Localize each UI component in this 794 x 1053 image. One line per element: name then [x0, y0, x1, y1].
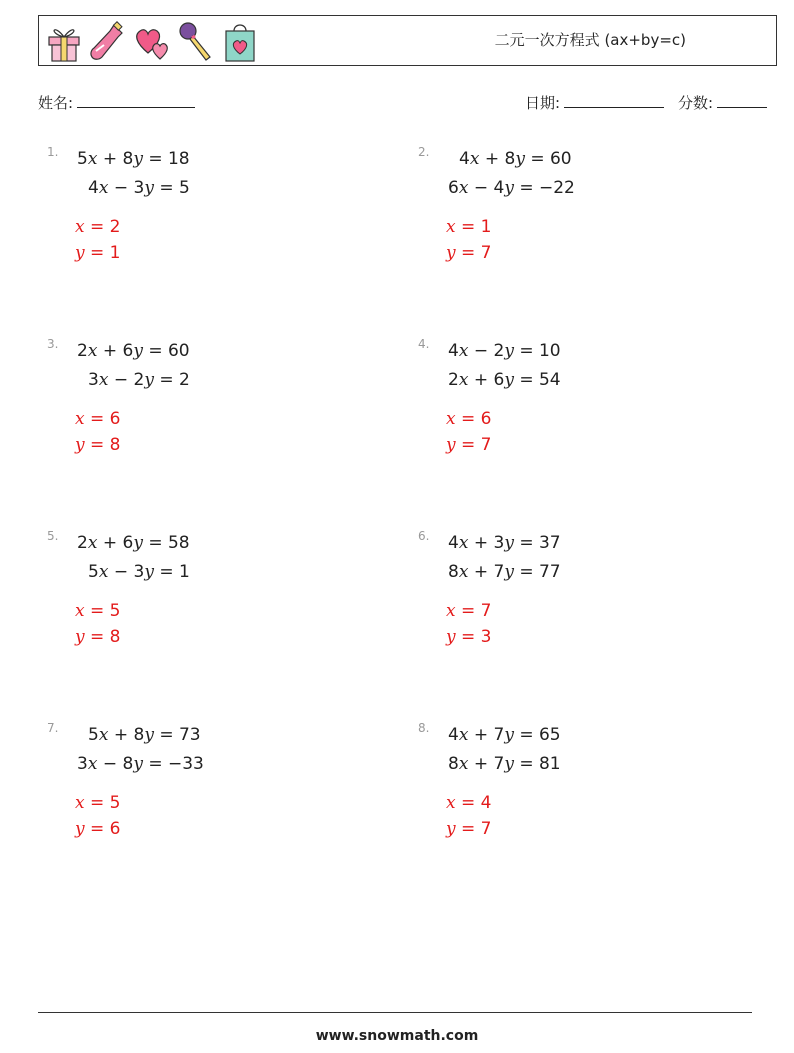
constant: 60: [549, 149, 572, 169]
coef-a: 2: [77, 341, 88, 361]
problem-item: [47, 337, 377, 487]
coef-a: 5: [88, 562, 99, 582]
problem-item: [418, 145, 748, 295]
var-y: y: [144, 725, 154, 745]
answer-x-value: 2: [109, 217, 121, 237]
equation-1: 2x + 6y = 58: [77, 533, 190, 553]
footer-url: www.snowmath.com: [315, 1028, 479, 1044]
answer-y-value: 7: [480, 243, 492, 263]
var-x: x: [87, 533, 98, 553]
equation-2: 8x + 7y = 77: [448, 562, 561, 582]
operator: +: [484, 149, 500, 169]
problem-number: 8.: [418, 721, 430, 735]
coef-b: 6: [493, 370, 505, 390]
constant: 65: [538, 725, 561, 745]
champagne-bottle-icon: [88, 19, 128, 63]
answer-x-value: 5: [109, 793, 121, 813]
coef-a: 5: [88, 725, 99, 745]
var-x: x: [87, 754, 98, 774]
operator: −: [473, 341, 489, 361]
var-x: x: [458, 754, 469, 774]
answer-y: y = 7: [446, 435, 492, 455]
var-y: y: [504, 533, 514, 553]
answer-x: x = 1: [446, 217, 492, 237]
problem-number: 1.: [47, 145, 59, 159]
coef-a: 3: [88, 370, 99, 390]
answer-y-value: 7: [480, 819, 492, 839]
answer-y-value: 1: [109, 243, 121, 263]
answer-x-value: 5: [109, 601, 121, 621]
problem-number: 3.: [47, 337, 59, 351]
var-x: x: [98, 562, 109, 582]
constant: 54: [538, 370, 561, 390]
answer-x: x = 6: [446, 409, 492, 429]
answer-y: y = 7: [446, 243, 492, 263]
problem-item: [418, 721, 748, 871]
constant: 10: [538, 341, 561, 361]
answer-y: y = 1: [75, 243, 121, 263]
coef-b: 7: [493, 754, 505, 774]
date-blank[interactable]: [564, 93, 664, 108]
answer-x: x = 2: [75, 217, 121, 237]
equation-1: 5x + 8y = 18: [77, 149, 190, 169]
var-y: y: [504, 341, 514, 361]
coef-a: 4: [448, 725, 459, 745]
answer-y: y = 3: [446, 627, 492, 647]
coef-b: 6: [122, 341, 134, 361]
var-y: y: [133, 533, 143, 553]
var-y: y: [504, 370, 514, 390]
equation-1: 2x + 6y = 60: [77, 341, 190, 361]
date-label: 日期:: [525, 94, 561, 112]
coef-a: 6: [448, 178, 459, 198]
var-x: x: [469, 149, 480, 169]
operator: +: [102, 533, 118, 553]
coef-a: 4: [448, 533, 459, 553]
header-icons: [44, 19, 260, 63]
coef-b: 3: [133, 178, 145, 198]
var-x: x: [458, 341, 469, 361]
coef-a: 2: [448, 370, 459, 390]
operator: +: [102, 149, 118, 169]
var-y: y: [144, 178, 154, 198]
answer-y-value: 8: [109, 435, 121, 455]
date-field: [525, 92, 664, 113]
operator: −: [102, 754, 118, 774]
operator: +: [102, 341, 118, 361]
operator: +: [473, 562, 489, 582]
score-label: 分数:: [678, 94, 714, 112]
answer-y-value: 3: [480, 627, 492, 647]
equation-1: 4x − 2y = 10: [448, 341, 561, 361]
worksheet-header: [38, 15, 777, 66]
coef-b: 8: [122, 149, 134, 169]
constant: 73: [178, 725, 201, 745]
operator: −: [473, 178, 489, 198]
coef-a: 4: [88, 178, 99, 198]
var-y: y: [504, 725, 514, 745]
problem-item: [47, 529, 377, 679]
constant: 5: [178, 178, 190, 198]
answer-x: x = 7: [446, 601, 492, 621]
var-y: y: [133, 341, 143, 361]
coef-b: 8: [504, 149, 516, 169]
equation-2: 4x − 3y = 5: [88, 178, 190, 198]
hearts-icon: [132, 19, 172, 63]
constant: 37: [538, 533, 561, 553]
var-y: y: [504, 178, 514, 198]
coef-a: 4: [448, 341, 459, 361]
var-y: y: [504, 562, 514, 582]
name-field: [38, 92, 195, 113]
operator: +: [473, 725, 489, 745]
answer-x: x = 5: [75, 601, 121, 621]
problem-item: [47, 721, 377, 871]
var-x: x: [98, 178, 109, 198]
constant: 81: [538, 754, 561, 774]
operator: −: [113, 370, 129, 390]
coef-b: 6: [122, 533, 134, 553]
var-x: x: [458, 533, 469, 553]
problem-number: 7.: [47, 721, 59, 735]
coef-a: 3: [77, 754, 88, 774]
answer-y: y = 8: [75, 627, 121, 647]
var-y: y: [133, 149, 143, 169]
name-blank[interactable]: [77, 93, 195, 108]
answer-x: x = 6: [75, 409, 121, 429]
operator: −: [113, 178, 129, 198]
constant: 2: [178, 370, 190, 390]
coef-b: 7: [493, 725, 505, 745]
answer-y: y = 7: [446, 819, 492, 839]
var-y: y: [504, 754, 514, 774]
problem-number: 4.: [418, 337, 430, 351]
problem-item: [418, 529, 748, 679]
coef-b: 2: [493, 341, 505, 361]
problem-number: 5.: [47, 529, 59, 543]
answer-x-value: 1: [480, 217, 492, 237]
var-x: x: [98, 370, 109, 390]
problem-number: 6.: [418, 529, 430, 543]
var-x: x: [458, 562, 469, 582]
operator: +: [473, 533, 489, 553]
worksheet-title: 二元一次方程式 (ax+by=c): [494, 31, 686, 49]
equation-2: 3x − 8y = −33: [77, 754, 204, 774]
name-label: 姓名:: [38, 94, 74, 112]
coef-a: 8: [448, 754, 459, 774]
answer-y-value: 8: [109, 627, 121, 647]
operator: +: [473, 370, 489, 390]
answer-x-value: 4: [480, 793, 492, 813]
constant: 77: [538, 562, 561, 582]
constant: −22: [538, 178, 575, 198]
equation-2: 5x − 3y = 1: [88, 562, 190, 582]
equation-2: 8x + 7y = 81: [448, 754, 561, 774]
var-x: x: [98, 725, 109, 745]
coef-b: 7: [493, 562, 505, 582]
var-x: x: [458, 178, 469, 198]
problem-item: [47, 145, 377, 295]
var-x: x: [458, 725, 469, 745]
equation-1: 4x + 8y = 60: [459, 149, 572, 169]
equation-2: 2x + 6y = 54: [448, 370, 561, 390]
coef-b: 3: [133, 562, 145, 582]
coef-a: 2: [77, 533, 88, 553]
var-y: y: [515, 149, 525, 169]
var-y: y: [133, 754, 143, 774]
answer-y: y = 6: [75, 819, 121, 839]
operator: +: [113, 725, 129, 745]
var-x: x: [87, 149, 98, 169]
var-x: x: [458, 370, 469, 390]
var-y: y: [144, 562, 154, 582]
answer-x-value: 6: [109, 409, 121, 429]
coef-a: 5: [77, 149, 88, 169]
coef-a: 8: [448, 562, 459, 582]
equation-2: 3x − 2y = 2: [88, 370, 190, 390]
coef-b: 3: [493, 533, 505, 553]
constant: −33: [167, 754, 204, 774]
var-x: x: [87, 341, 98, 361]
coef-a: 4: [459, 149, 470, 169]
score-blank[interactable]: [717, 93, 767, 108]
microphone-icon: [176, 19, 216, 63]
gift-bag-icon: [220, 19, 260, 63]
var-y: y: [144, 370, 154, 390]
problem-item: [418, 337, 748, 487]
answer-y-value: 6: [109, 819, 121, 839]
constant: 1: [178, 562, 190, 582]
coef-b: 8: [122, 754, 134, 774]
coef-b: 2: [133, 370, 145, 390]
constant: 60: [167, 341, 190, 361]
coef-b: 8: [133, 725, 145, 745]
equation-2: 6x − 4y = −22: [448, 178, 575, 198]
equation-1: 4x + 3y = 37: [448, 533, 561, 553]
equation-1: 5x + 8y = 73: [88, 725, 201, 745]
problem-number: 2.: [418, 145, 430, 159]
answer-x: x = 5: [75, 793, 121, 813]
operator: −: [113, 562, 129, 582]
answer-x: x = 4: [446, 793, 492, 813]
gift-icon: [44, 19, 84, 63]
footer-divider: [38, 1012, 752, 1013]
operator: +: [473, 754, 489, 774]
answer-x-value: 6: [480, 409, 492, 429]
answer-y-value: 7: [480, 435, 492, 455]
coef-b: 4: [493, 178, 505, 198]
constant: 58: [167, 533, 190, 553]
score-field: [678, 92, 767, 113]
constant: 18: [167, 149, 190, 169]
equation-1: 4x + 7y = 65: [448, 725, 561, 745]
answer-y: y = 8: [75, 435, 121, 455]
answer-x-value: 7: [480, 601, 492, 621]
